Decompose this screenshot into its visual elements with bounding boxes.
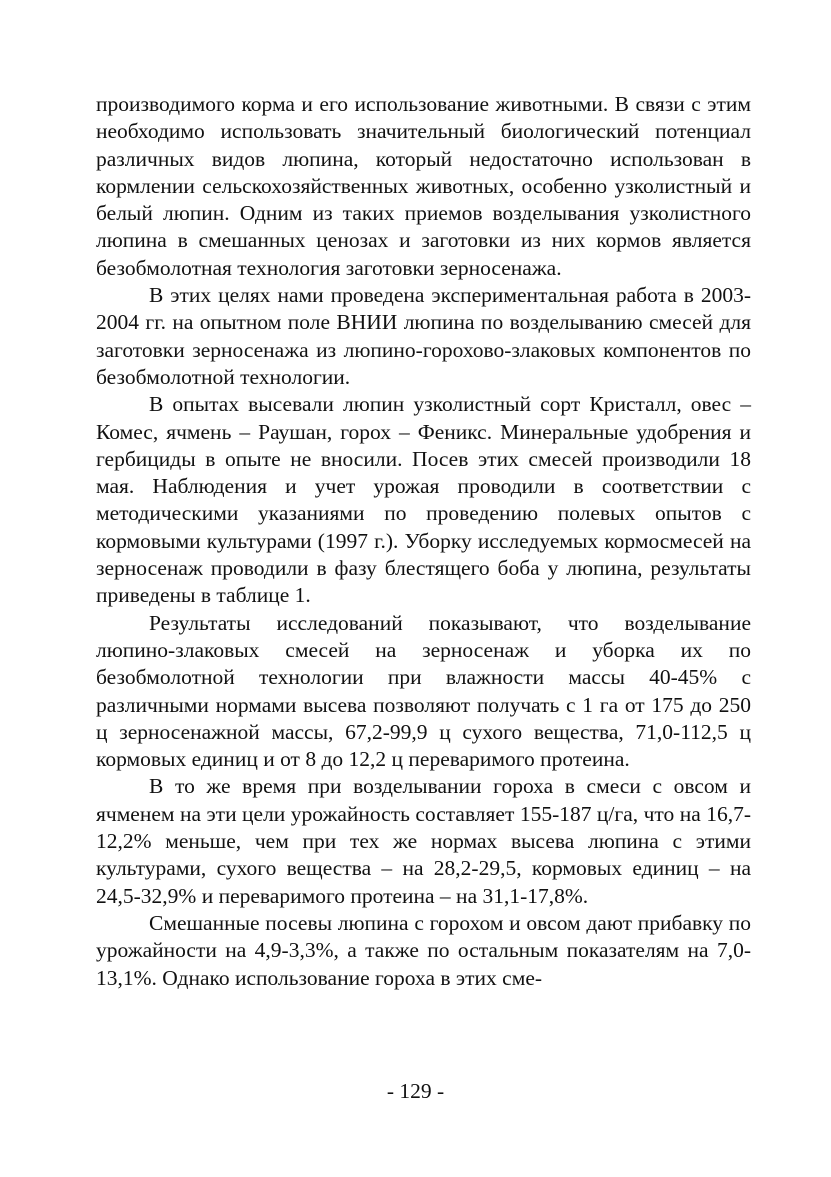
paragraph-4: Результаты исследований показывают, что возделывание люпино-злаковых смесей на зерносенаж и уборка их по безобмолотной технологии при влажности массы 40-45% с различными нормами высева позволяют получать с 1 га от 175 до 250 ц зерносенажной массы, 67,2-99,9 ц сухого вещества, 71,0-112,5 ц кормовых единиц и от 8 до 12,2 ц переваримого протеина. bbox=[96, 610, 751, 772]
paragraph-3: В опытах высевали люпин узколистный сорт Кристалл, овес – Комес, ячмень – Раушан, горох – Феникс. Минеральные удобрения и гербициды в опыте не вносили. Посев этих смесей производили 18 мая. Наблюдения и учет урожая проводили в соответствии с методическими указаниями по проведению полевых опытов с кормовыми культурами (1997 г.). Уборку исследуемых кормосмесей на зерносенаж проводили в фазу блестящего боба у люпина, результаты приведены в таблице 1. bbox=[96, 392, 751, 608]
paragraph-5: В то же время при возделывании гороха в смеси с овсом и ячменем на эти цели урожайность составляет 155-187 ц/га, что на 16,7-12,2% меньше, чем при тех же нормах высева люпина с этими культурами, сухого вещества – на 28,2-29,5, кормовых единиц – на 24,5-32,9% и переваримого протеина – на 31,1-17,8%. bbox=[96, 774, 751, 908]
page-number: - 129 - bbox=[386, 1079, 445, 1103]
paragraph-6: Смешанные посевы люпина с горохом и овсом дают прибавку по урожайности на 4,9-3,3%, а также по остальным показателям на 7,0-13,1%. Однако использование гороха в этих сме- bbox=[96, 910, 751, 990]
paragraph-2: В этих целях нами проведена экспериментальная работа в 2003-2004 гг. на опытном поле ВНИИ люпина по возделыванию смесей для заготовки зерносенажа из люпино-горохово-злаковых компонентов по безобмолотной технологии. bbox=[96, 283, 751, 389]
paragraph-1: производимого корма и его использование животными. В связи с этим необходимо использовать значительный биологический потенциал различных видов люпина, который недостаточно использован в кормлении сельскохозяйственных животных, особенно узколистный и белый люпин. Одним из таких приемов возделывания узколистного люпина в смешанных ценозах и заготовки из них кормов является безобмолотная технология заготовки зерносенажа. bbox=[96, 92, 751, 280]
document-page bbox=[96, 91, 751, 992]
